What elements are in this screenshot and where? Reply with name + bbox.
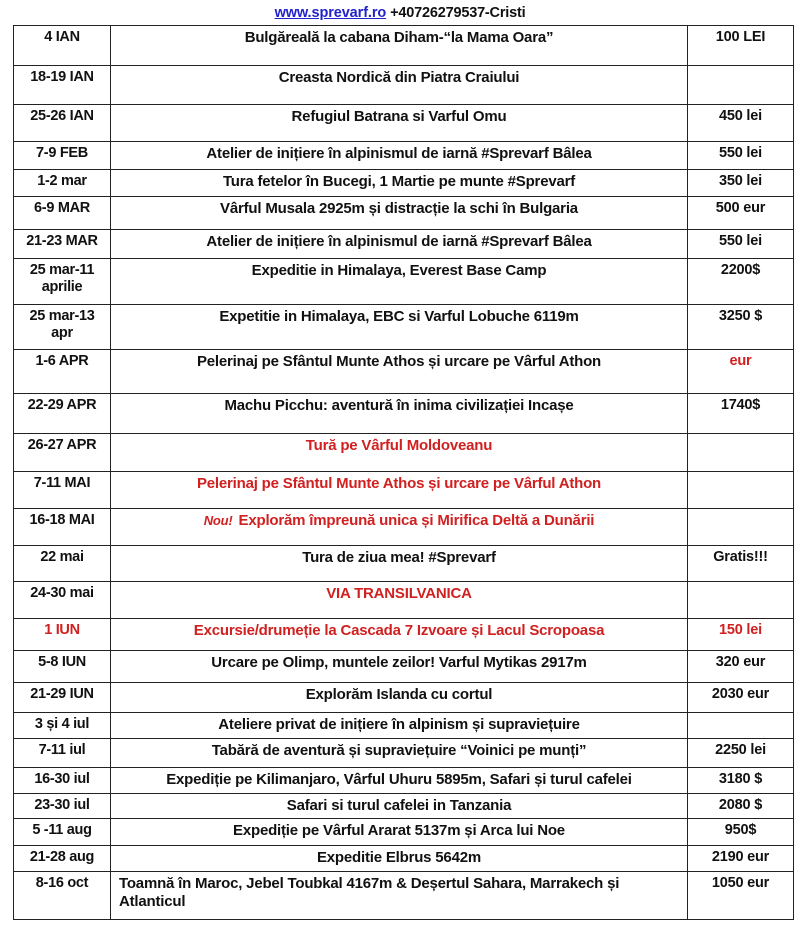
- table-row[interactable]: [14, 739, 794, 768]
- cell-price: 150 lei: [688, 619, 794, 651]
- table-row[interactable]: [14, 509, 794, 546]
- new-badge: Nou!: [203, 513, 233, 528]
- cell-price: 2190 eur: [688, 846, 794, 872]
- cell-description: Expediție pe Vârful Ararat 5137m și Arca lui Noe: [111, 819, 688, 846]
- cell-date: 25 mar-13 apr: [14, 305, 111, 350]
- cell-price: 3180 $: [688, 768, 794, 794]
- cell-description: Tabără de aventură și supraviețuire “Voinici pe munți”: [111, 739, 688, 768]
- cell-price: [688, 713, 794, 739]
- cell-date: 4 IAN: [14, 26, 111, 66]
- cell-price: 100 LEI: [688, 26, 794, 66]
- phone-number: +40726279537-Cristi: [390, 4, 526, 21]
- table-row[interactable]: [14, 259, 794, 305]
- website-link[interactable]: www.sprevarf.ro: [274, 4, 387, 21]
- cell-date: 3 și 4 iul: [14, 713, 111, 739]
- table-row[interactable]: [14, 105, 794, 142]
- table-row[interactable]: [14, 197, 794, 230]
- cell-price: 2200$: [688, 259, 794, 305]
- cell-date: 16-30 iul: [14, 768, 111, 794]
- cell-date: 8-16 oct: [14, 872, 111, 920]
- table-row[interactable]: [14, 305, 794, 350]
- cell-description: Explorăm Islanda cu cortul: [111, 683, 688, 713]
- cell-price: 2250 lei: [688, 739, 794, 768]
- cell-date: 1 IUN: [14, 619, 111, 651]
- table-row[interactable]: [14, 713, 794, 739]
- table-row[interactable]: [14, 619, 794, 651]
- cell-price: 350 lei: [688, 170, 794, 197]
- cell-description: Expetitie in Himalaya, EBC si Varful Lobuche 6119m: [111, 305, 688, 350]
- cell-description: Atelier de inițiere în alpinismul de iarnă #Sprevarf Bâlea: [111, 230, 688, 259]
- cell-date: 21-28 aug: [14, 846, 111, 872]
- cell-date: 18-19 IAN: [14, 66, 111, 105]
- description-text: Explorăm împreună unica și Mirifica Deltă a Dunării: [238, 512, 595, 529]
- cell-price: [688, 509, 794, 546]
- table-row[interactable]: [14, 66, 794, 105]
- cell-description: Tura de ziua mea! #Sprevarf: [111, 546, 688, 582]
- cell-date: 25-26 IAN: [14, 105, 111, 142]
- table-row[interactable]: [14, 582, 794, 619]
- cell-description: Vârful Musala 2925m și distracție la schi în Bulgaria: [111, 197, 688, 230]
- cell-price: 2080 $: [688, 794, 794, 819]
- cell-price: 950$: [688, 819, 794, 846]
- cell-price: [688, 582, 794, 619]
- cell-description: Pelerinaj pe Sfântul Munte Athos și urcare pe Vârful Athon: [111, 350, 688, 394]
- table-row[interactable]: [14, 651, 794, 683]
- cell-date: 23-30 iul: [14, 794, 111, 819]
- cell-description: Expeditie in Himalaya, Everest Base Camp: [111, 259, 688, 305]
- schedule-table-wrapper: [0, 25, 800, 920]
- cell-date: 7-11 MAI: [14, 472, 111, 509]
- cell-date: 16-18 MAI: [14, 509, 111, 546]
- cell-date: 24-30 mai: [14, 582, 111, 619]
- cell-description: VIA TRANSILVANICA: [111, 582, 688, 619]
- cell-date: 1-2 mar: [14, 170, 111, 197]
- table-row[interactable]: [14, 26, 794, 66]
- cell-price: 550 lei: [688, 230, 794, 259]
- table-row[interactable]: [14, 350, 794, 394]
- cell-description: Safari si turul cafelei in Tanzania: [111, 794, 688, 819]
- cell-price: Gratis!!!: [688, 546, 794, 582]
- cell-date: 26-27 APR: [14, 434, 111, 472]
- cell-date: 7-11 iul: [14, 739, 111, 768]
- table-row[interactable]: [14, 872, 794, 920]
- cell-price: 500 eur: [688, 197, 794, 230]
- cell-description: Toamnă în Maroc, Jebel Toubkal 4167m & Deșertul Sahara, Marrakech și Atlanticul: [111, 872, 688, 920]
- page-header: [0, 0, 800, 25]
- cell-description: Refugiul Batrana si Varful Omu: [111, 105, 688, 142]
- table-row[interactable]: [14, 794, 794, 819]
- schedule-body: [14, 26, 794, 920]
- cell-date: 5 -11 aug: [14, 819, 111, 846]
- cell-date: 21-29 IUN: [14, 683, 111, 713]
- cell-date: 1-6 APR: [14, 350, 111, 394]
- cell-description: Tură pe Vârful Moldoveanu: [111, 434, 688, 472]
- table-row[interactable]: [14, 768, 794, 794]
- table-row[interactable]: [14, 472, 794, 509]
- cell-price: eur: [688, 350, 794, 394]
- table-row[interactable]: [14, 394, 794, 434]
- cell-description: Bulgăreală la cabana Diham-“la Mama Oara”: [111, 26, 688, 66]
- cell-description: Machu Picchu: aventură în inima civilizației Incașe: [111, 394, 688, 434]
- table-row[interactable]: [14, 846, 794, 872]
- cell-price: 550 lei: [688, 142, 794, 170]
- cell-description: Atelier de inițiere în alpinismul de iarnă #Sprevarf Bâlea: [111, 142, 688, 170]
- cell-date: 21-23 MAR: [14, 230, 111, 259]
- cell-price: 1740$: [688, 394, 794, 434]
- cell-description: Tura fetelor în Bucegi, 1 Martie pe munte #Sprevarf: [111, 170, 688, 197]
- cell-price: 450 lei: [688, 105, 794, 142]
- cell-description: Urcare pe Olimp, muntele zeilor! Varful Mytikas 2917m: [111, 651, 688, 683]
- cell-price: [688, 434, 794, 472]
- cell-price: 3250 $: [688, 305, 794, 350]
- cell-date: 7-9 FEB: [14, 142, 111, 170]
- cell-date: 25 mar-11 aprilie: [14, 259, 111, 305]
- cell-description: Expeditie Elbrus 5642m: [111, 846, 688, 872]
- table-row[interactable]: [14, 434, 794, 472]
- schedule-table: [13, 25, 794, 920]
- table-row[interactable]: [14, 142, 794, 170]
- cell-date: 22 mai: [14, 546, 111, 582]
- table-row[interactable]: [14, 819, 794, 846]
- cell-date: 5-8 IUN: [14, 651, 111, 683]
- table-row[interactable]: [14, 546, 794, 582]
- cell-price: 320 eur: [688, 651, 794, 683]
- table-row[interactable]: [14, 230, 794, 259]
- cell-description: Excursie/drumeție la Cascada 7 Izvoare și Lacul Scropoasa: [111, 619, 688, 651]
- cell-price: [688, 472, 794, 509]
- cell-date: 6-9 MAR: [14, 197, 111, 230]
- cell-price: 1050 eur: [688, 872, 794, 920]
- table-row[interactable]: [14, 683, 794, 713]
- cell-description: [111, 509, 688, 546]
- cell-price: [688, 66, 794, 105]
- cell-description: Pelerinaj pe Sfântul Munte Athos și urcare pe Vârful Athon: [111, 472, 688, 509]
- table-row[interactable]: [14, 170, 794, 197]
- cell-description: Creasta Nordică din Piatra Craiului: [111, 66, 688, 105]
- cell-price: 2030 eur: [688, 683, 794, 713]
- cell-description: Ateliere privat de inițiere în alpinism și supraviețuire: [111, 713, 688, 739]
- cell-date: 22-29 APR: [14, 394, 111, 434]
- cell-description: Expediție pe Kilimanjaro, Vârful Uhuru 5895m, Safari și turul cafelei: [111, 768, 688, 794]
